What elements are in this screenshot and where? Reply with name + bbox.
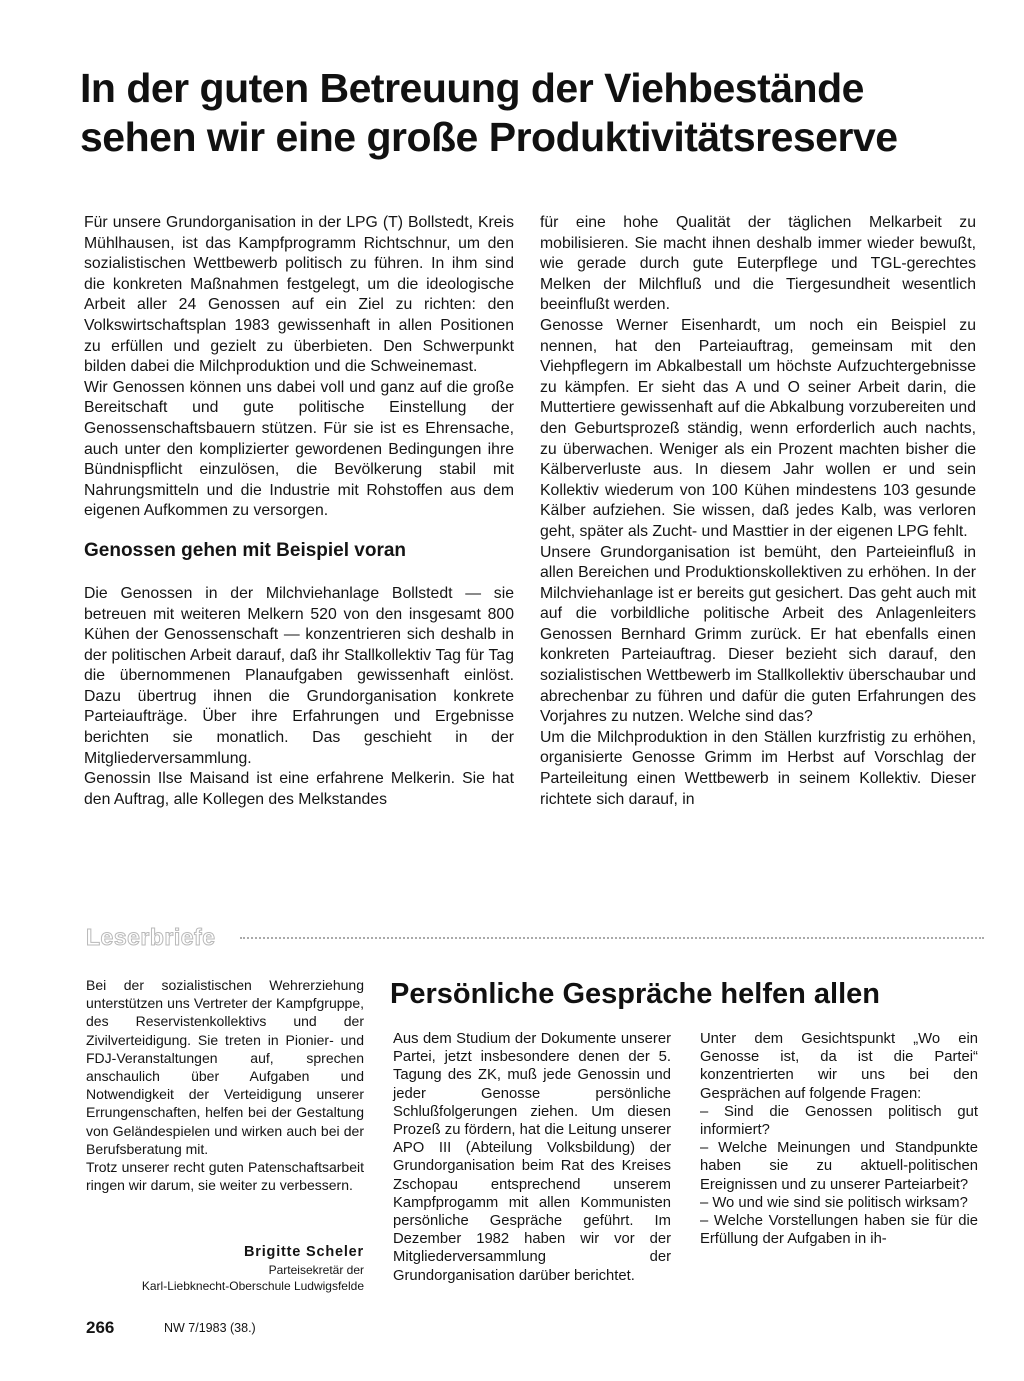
letter-author-role-line: Parteisekretär der — [268, 1263, 364, 1277]
letter-author-role — [64, 1262, 364, 1294]
page-footer — [86, 1318, 486, 1342]
second-article-title: Persönliche Gespräche helfen allen — [390, 978, 880, 1010]
article-paragraph: Genossin Ilse Maisand ist eine erfahrene Melkerin. Sie hat den Auftrag, alle Kollegen des Melkstandes — [84, 770, 514, 808]
article-paragraph: Für unsere Grundorganisation in der LPG (T) Bollstedt, Kreis Mühlhausen, ist das Kampfprogramm Richtschnur, um den sozialistischen Wettbewerb politisch zu führen. In ihm sind die konkreten Maßnahmen festgelegt, um die ideologische Arbeit aller 24 Genossen auf ein Ziel zu richten: den Volkswirtschaftsplan 1983 gewissenhaft in allen Positionen zu erfüllen und gezielt zu überbieten. Den Schwerpunkt bilden dabei die Milchproduktion und die Schweinemast. — [84, 214, 514, 376]
article-column-left — [84, 213, 514, 810]
article-paragraph: Genosse Werner Eisenhardt, um noch ein Beispiel zu nennen, hat den Parteiauftrag, gemeinsam mit den Viehpflegern im Abkalbestall um höchste Aufzuchtergebnisse zu kämpfen. Er sieht das A und O seiner Arbeit darin, die Muttertiere gewissenhaft auf die Abkalbung vorzubereiten und den Geburtsprozeß ständig, wenn erforderlich auch nachts, zu überwachen. Weniger als ein Prozent machten bisher die Kälberverluste aus. In diesem Jahr wollen er und sein Kollektiv wiederum von 100 Kühen mindestens 103 gesunde Kälber aufziehen. Sie wissen, daß jedes Kalb, was verloren geht, später als Zucht- und Masttier in der eigenen LPG fehlt. — [540, 316, 976, 540]
second-article-column-right — [700, 1030, 978, 1248]
headline — [80, 64, 980, 162]
article-paragraph: Wir Genossen können uns dabei voll und ganz auf die große Bereitschaft und gute politische Einstellung der Genossenschaftsbauern stützen. Für sie ist es Ehrensache, auch unter den komplizierter gewordenen Bedingungen ihre Bündnispflicht einzulösen, die Bevölkerung stabil mit Nahrungsmitteln und die Industrie mit Rohstoffen aus dem eigenen Aufkommen zu versorgen. — [84, 378, 514, 520]
journal-issue: NW 7/1983 (38.) — [164, 1321, 256, 1335]
article-paragraph: Um die Milchproduktion in den Ställen kurzfristig zu erhöhen, organisierte Genosse Grimm im Herbst auf Vorschlag der Parteileitung einen Wettbewerb in seinem Kollektiv. Dieser richtete sich darauf, in — [540, 728, 976, 808]
article-paragraph: für eine hohe Qualität der täglichen Melkarbeit zu mobilisieren. Sie macht ihnen deshalb immer wieder bewußt, wie gerade durch gute Euterpflege und TGL-gerechtes Melken der Milchfluß und die Tiergesundheit wesentlich beeinflußt werden. — [540, 214, 976, 314]
letter-signature — [64, 1242, 364, 1294]
headline-line-1: In der guten Betreuung der Viehbestände — [80, 65, 864, 111]
question-item: – Wo und wie sind sie politisch wirksam? — [700, 1194, 968, 1211]
headline-line-2: sehen wir eine große Produktivitätsreserve — [80, 114, 898, 160]
article-paragraph: Die Genossen in der Milchviehanlage Bollstedt — sie betreuen mit weiteren Melkern 520 von den insgesamt 800 Kühen der Genossenschaft — konzentrieren sich deshalb in der politischen Arbeit darauf, daß ihr Stallkollektiv Tag für Tag die übernommenen Planaufgaben gewissenhaft einlöst. Dazu übertrug ihnen die Grundorganisation konkrete Parteiaufträge. Über ihre Erfahrungen und Ergebnisse berichten sie monatlich. Das geschieht in der Mitgliederversammlung. — [84, 584, 514, 767]
letter-author: Brigitte Scheler — [244, 1244, 364, 1260]
question-item: – Sind die Genossen politisch gut informiert? — [700, 1103, 978, 1139]
reader-letter — [86, 976, 364, 1194]
second-article-intro: Unter dem Gesichtspunkt „Wo ein Genosse ist, da ist die Partei“ konzentrierten wir uns bei den Gesprächen auf folgende Fragen: — [700, 1031, 978, 1102]
second-article-paragraph: Aus dem Studium der Dokumente unserer Partei, jetzt insbesondere denen der 5. Tagung des ZK, muß jede Genossin und jeder Genosse persönliche Schlußfolgerungen ziehen. Um diesen Prozeß zu fördern, hat die Leitung unserer APO III (Abteilung Volksbildung) der Grundorganisation beim Rat des Kreises Zschopau entsprechend unserem Kampfprogamm mit allen Kommunisten persönliche Gespräche geführt. Im Dezember 1982 haben wir vor der Mitgliederversammlung der Grundorganisation darüber berichtet. — [393, 1031, 672, 1284]
rubric-divider — [240, 937, 984, 939]
letter-paragraph: Bei der sozialistischen Wehrerziehung unterstützen uns Vertreter der Kampfgruppe, des Reservistenkollektivs und der Zivilverteidigung. Sie treten in Pionier- und FDJ-Veranstaltungen auf, sprechen anschaulich über Aufgaben und Notwendigkeit der Verteidigung unserer Errungenschaften, helfen bei der Gestaltung von Geländespielen und wirken auch bei der Berufsberatung mit. — [86, 977, 364, 1157]
rubric-bar — [86, 924, 984, 954]
rubric-label: Leserbriefe — [86, 924, 216, 950]
article-paragraph: Unsere Grundorganisation ist bemüht, den Parteieinfluß in allen Bereichen und Produktionskollektiven zu erhöhen. In der Milchviehanlage ist er bereits gut gesichert. Das geht auch mit auf die vorbildliche politische Arbeit des Anlagenleiters Genossen Bernhard Grimm zurück. Er hat ebenfalls einen konkreten Parteiauftrag. Dieser bezieht sich darauf, den sozialistischen Wettbewerb im Stallkollektiv überschaubar und abrechenbar zu führen und dafür die guten Erfahrungen des Vorjahres zu nutzen. Welche sind das? — [540, 543, 976, 726]
question-item: – Welche Meinungen und Standpunkte haben sie zu aktuell-politischen Ereignissen und zu unserer Parteiarbeit? — [700, 1140, 978, 1193]
question-item: – Welche Vorstellungen haben sie für die Erfüllung der Aufgaben in ih- — [700, 1213, 978, 1248]
letter-paragraph: Trotz unserer recht guten Patenschaftsarbeit ringen wir darum, sie weiter zu verbessern. — [86, 1159, 364, 1194]
article-column-right — [540, 213, 976, 810]
letter-author-role-line: Karl-Liebknecht-Oberschule Ludwigsfelde — [141, 1279, 364, 1293]
second-article-column-left — [393, 1030, 671, 1285]
article-subheading: Genossen gehen mit Beispiel voran — [84, 539, 407, 561]
page-number: 266 — [86, 1318, 115, 1337]
